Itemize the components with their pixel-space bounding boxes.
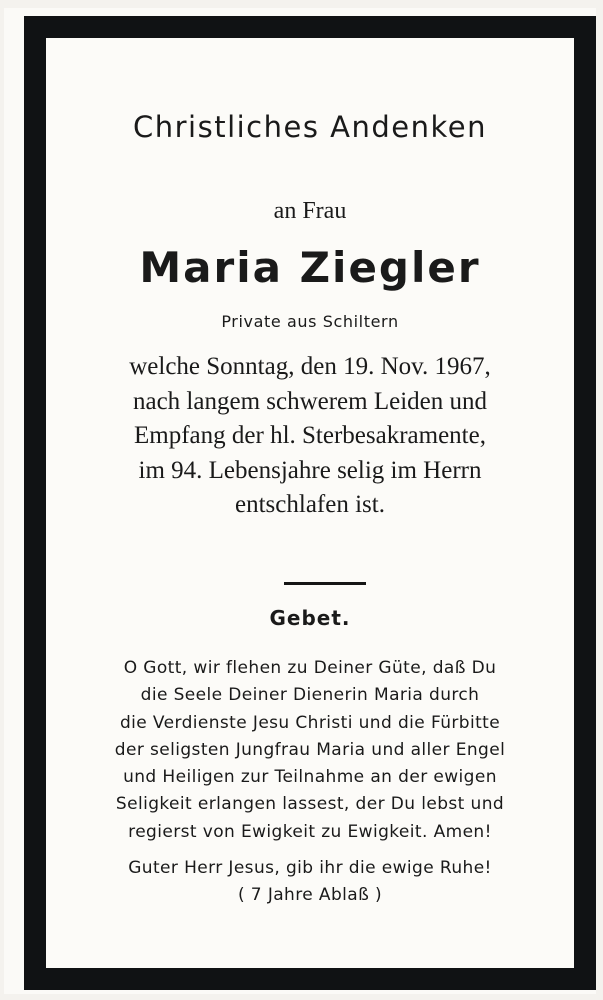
- closing-block: [46, 855, 574, 909]
- prayer-text: [46, 655, 574, 846]
- memorial-card: [4, 8, 596, 994]
- notice-line: Empfang der hl. Sterbesakramente,: [134, 422, 486, 449]
- prayer-line: der seligsten Jungfrau Maria und aller Engel: [114, 739, 506, 760]
- notice-line: entschlafen ist.: [235, 491, 385, 518]
- salutation: an Frau: [273, 198, 347, 224]
- prayer-line: Seligkeit erlangen lassest, der Du lebst und: [115, 794, 505, 815]
- card-content: [46, 38, 574, 968]
- prayer-line: die Seele Deiner Dienerin Maria durch: [140, 685, 480, 706]
- card-heading: Christliches Andenken: [132, 110, 488, 144]
- prayer-line: die Verdienste Jesu Christi und die Fürbitte: [119, 712, 501, 733]
- prayer-line: O Gott, wir flehen zu Deiner Güte, daß Du: [123, 658, 497, 678]
- black-mourning-border: [24, 16, 596, 990]
- notice-line: nach langem schwerem Leiden und: [132, 387, 488, 415]
- notice-line: welche Sonntag, den 19. Nov. 1967,: [129, 353, 491, 380]
- prayer-line: und Heiligen zur Teilnahme an der ewigen: [123, 767, 497, 788]
- occupation-origin: Private aus Schiltern: [221, 312, 399, 331]
- prayer-title: Gebet.: [269, 606, 351, 630]
- indulgence-note: ( 7 Jahre Ablaß ): [237, 885, 383, 905]
- death-notice-text: [46, 350, 574, 523]
- closing-invocation: Guter Herr Jesus, gib ihr die ewige Ruhe!: [128, 858, 492, 878]
- prayer-line: regierst von Ewigkeit zu Ewigkeit. Amen!: [128, 821, 492, 842]
- notice-line: im 94. Lebensjahre selig im Herrn: [138, 456, 482, 484]
- deceased-name: Maria Ziegler: [139, 243, 481, 292]
- section-divider: [284, 582, 366, 585]
